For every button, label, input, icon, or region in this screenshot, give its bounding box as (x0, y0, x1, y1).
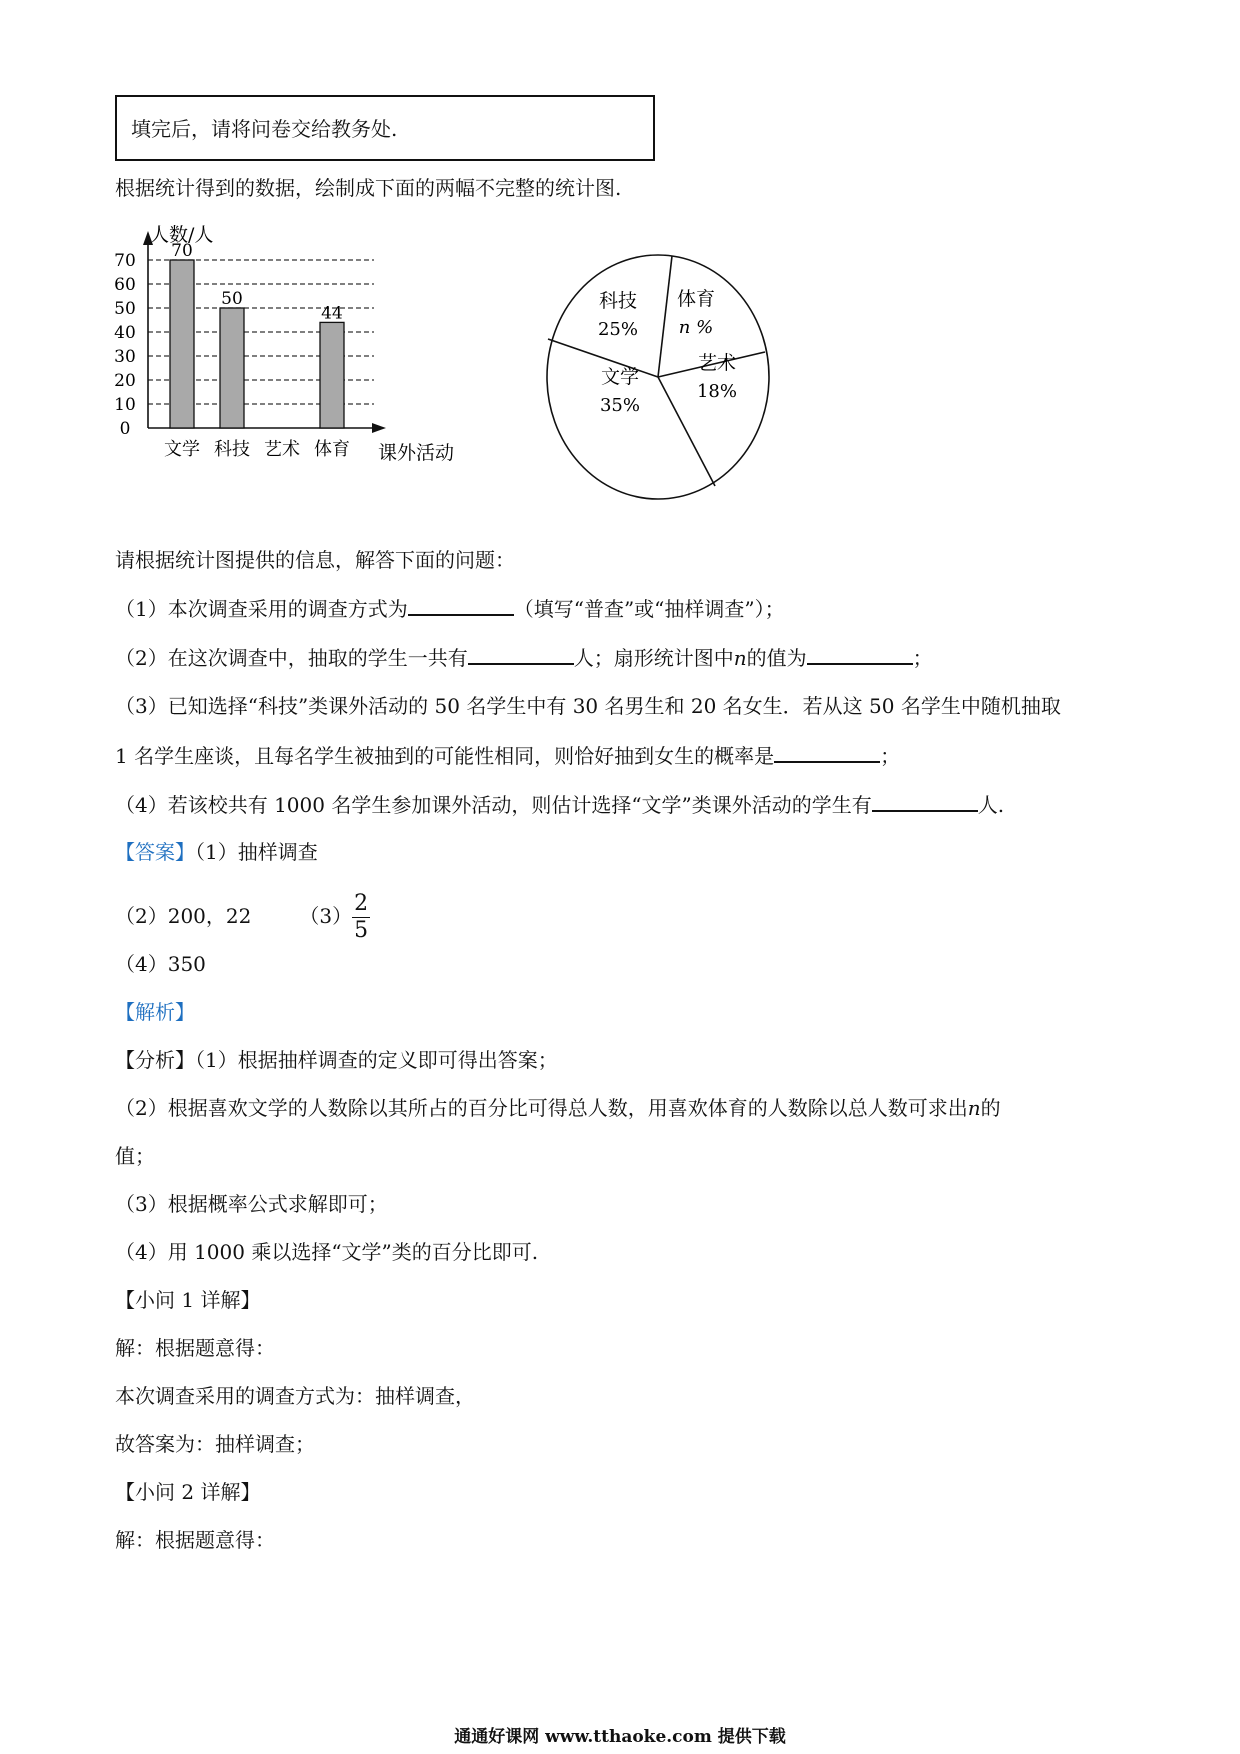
q1-text-b: （填写“普查”或“抽样调查”）； (513, 597, 785, 621)
detail2-line-1: 解：根据题意得： (115, 1528, 275, 1552)
analysis-p2 (115, 1094, 1001, 1122)
y-tick-label: 40 (114, 323, 136, 343)
pie-slice-value: 25% (597, 319, 639, 340)
q2-var-n: n (733, 646, 747, 670)
intro-text: 根据统计得到的数据，绘制成下面的两幅不完整的统计图. (115, 176, 622, 200)
y-tick-label: 20 (114, 371, 136, 391)
fraction-numerator: 2 (354, 891, 369, 916)
y-tick-label: 50 (114, 299, 136, 319)
y-tick-label: 10 (114, 395, 136, 415)
analysis-p1: 【分析】（1）根据抽样调查的定义即可得出答案； (115, 1048, 558, 1072)
q3-text-a: 1 名学生座谈，且每名学生被抽到的可能性相同，则恰好抽到女生的概率是 (115, 744, 775, 768)
y-tick-label: 30 (114, 347, 136, 367)
bar-体育 (320, 322, 344, 428)
bar-chart (110, 225, 480, 525)
detail2-title: 【小问 2 详解】 (115, 1480, 261, 1504)
bar-data-label: 70 (171, 241, 193, 261)
y-axis-label: 人数/人 (150, 225, 214, 246)
category-label: 艺术 (264, 439, 300, 460)
q1-text-a: （1）本次调查采用的调查方式为 (115, 597, 408, 621)
detail1-line-2: 本次调查采用的调查方式为：抽样调查， (115, 1384, 475, 1408)
bar-data-label: 50 (221, 289, 243, 309)
category-label: 体育 (314, 439, 350, 460)
answer-3-fraction (352, 891, 370, 944)
pie-slice-value: 18% (696, 381, 738, 402)
answer-line-2 (115, 886, 370, 946)
question-4 (115, 790, 1004, 819)
y-tick-label: 70 (114, 251, 136, 271)
q3-answer-blank (774, 741, 880, 763)
pie-slice-label: 科技 (598, 290, 638, 312)
answer-line-1 (115, 838, 318, 866)
answer-4: （4）350 (115, 952, 206, 976)
pie-slice-label: 体育 (676, 288, 716, 310)
analysis-p2-a: （2）根据喜欢文学的人数除以其所占的百分比可得总人数，用喜欢体育的人数除以总人数可求出 (115, 1096, 968, 1120)
pie-slice-label: 文学 (600, 366, 640, 388)
x-axis-label: 课外活动 (378, 442, 455, 464)
q2-text-a: （2）在这次调查中，抽取的学生一共有 (115, 646, 468, 670)
y-tick-label: 60 (114, 275, 136, 295)
pie-slice-value: n % (678, 317, 714, 338)
pie-slice-value: 35% (599, 395, 641, 416)
fraction-denominator: 5 (354, 918, 369, 943)
q1-answer-blank (408, 594, 514, 616)
analysis-p4: （4）用 1000 乘以选择“文学”类的百分比即可. (115, 1240, 539, 1264)
q4-answer-blank (872, 790, 978, 812)
answer-1: （1）抽样调查 (195, 840, 318, 864)
answer-2: （2）200，22 (115, 904, 252, 928)
analysis-p3: （3）根据概率公式求解即可； (115, 1192, 388, 1216)
pie-chart (545, 245, 785, 510)
question-1 (115, 594, 785, 623)
q4-text-b: 人. (977, 793, 1005, 817)
q2-text-d: 的值为 (746, 646, 807, 670)
question-3-line-2 (115, 741, 900, 770)
footer: 通通好课网 www.tthaoke.com 提供下载 (454, 1727, 786, 1747)
bar-科技 (220, 308, 244, 428)
detail1-line-3: 故答案为：抽样调查； (115, 1432, 315, 1456)
pie-slice-label: 艺术 (697, 352, 737, 374)
notice-box (115, 95, 655, 161)
bar-data-label: 44 (321, 303, 343, 324)
bar-文学 (170, 260, 194, 428)
analysis-p2-b: 的 (980, 1096, 1001, 1120)
q4-text-a: （4）若该校共有 1000 名学生参加课外活动，则估计选择“文学”类课外活动的学生有 (115, 793, 872, 817)
answer-tag: 【答案】 (115, 840, 195, 864)
category-label: 文学 (164, 439, 200, 460)
detail1-title: 【小问 1 详解】 (115, 1288, 261, 1312)
detail1-line-1: 解：根据题意得： (115, 1336, 275, 1360)
question-3-line-1: （3）已知选择“科技”类课外活动的 50 名学生中有 30 名男生和 20 名女生．若从这 50 名学生中随机抽取 (115, 694, 1061, 718)
analysis-var-n: n (967, 1096, 981, 1120)
analysis-p2-continued: 值； (115, 1144, 155, 1168)
q3-text-b: ； (880, 744, 901, 768)
pie-divider (658, 256, 672, 377)
question-intro: 请根据统计图提供的信息，解答下面的问题： (115, 548, 515, 572)
category-label: 科技 (214, 439, 250, 460)
y-tick-label: 0 (119, 419, 131, 439)
answer-3-label: （3） (299, 904, 353, 928)
analysis-tag: 【解析】 (115, 1000, 195, 1024)
x-axis-arrow (372, 423, 386, 433)
q2-text-e: ； (912, 646, 933, 670)
q2-blank-2 (807, 643, 913, 665)
question-2 (115, 643, 933, 672)
q2-blank-1 (468, 643, 574, 665)
notice-text: 填完后，请将问卷交给教务处. (131, 117, 398, 141)
q2-text-b: 人；扇形统计图中 (573, 646, 734, 670)
